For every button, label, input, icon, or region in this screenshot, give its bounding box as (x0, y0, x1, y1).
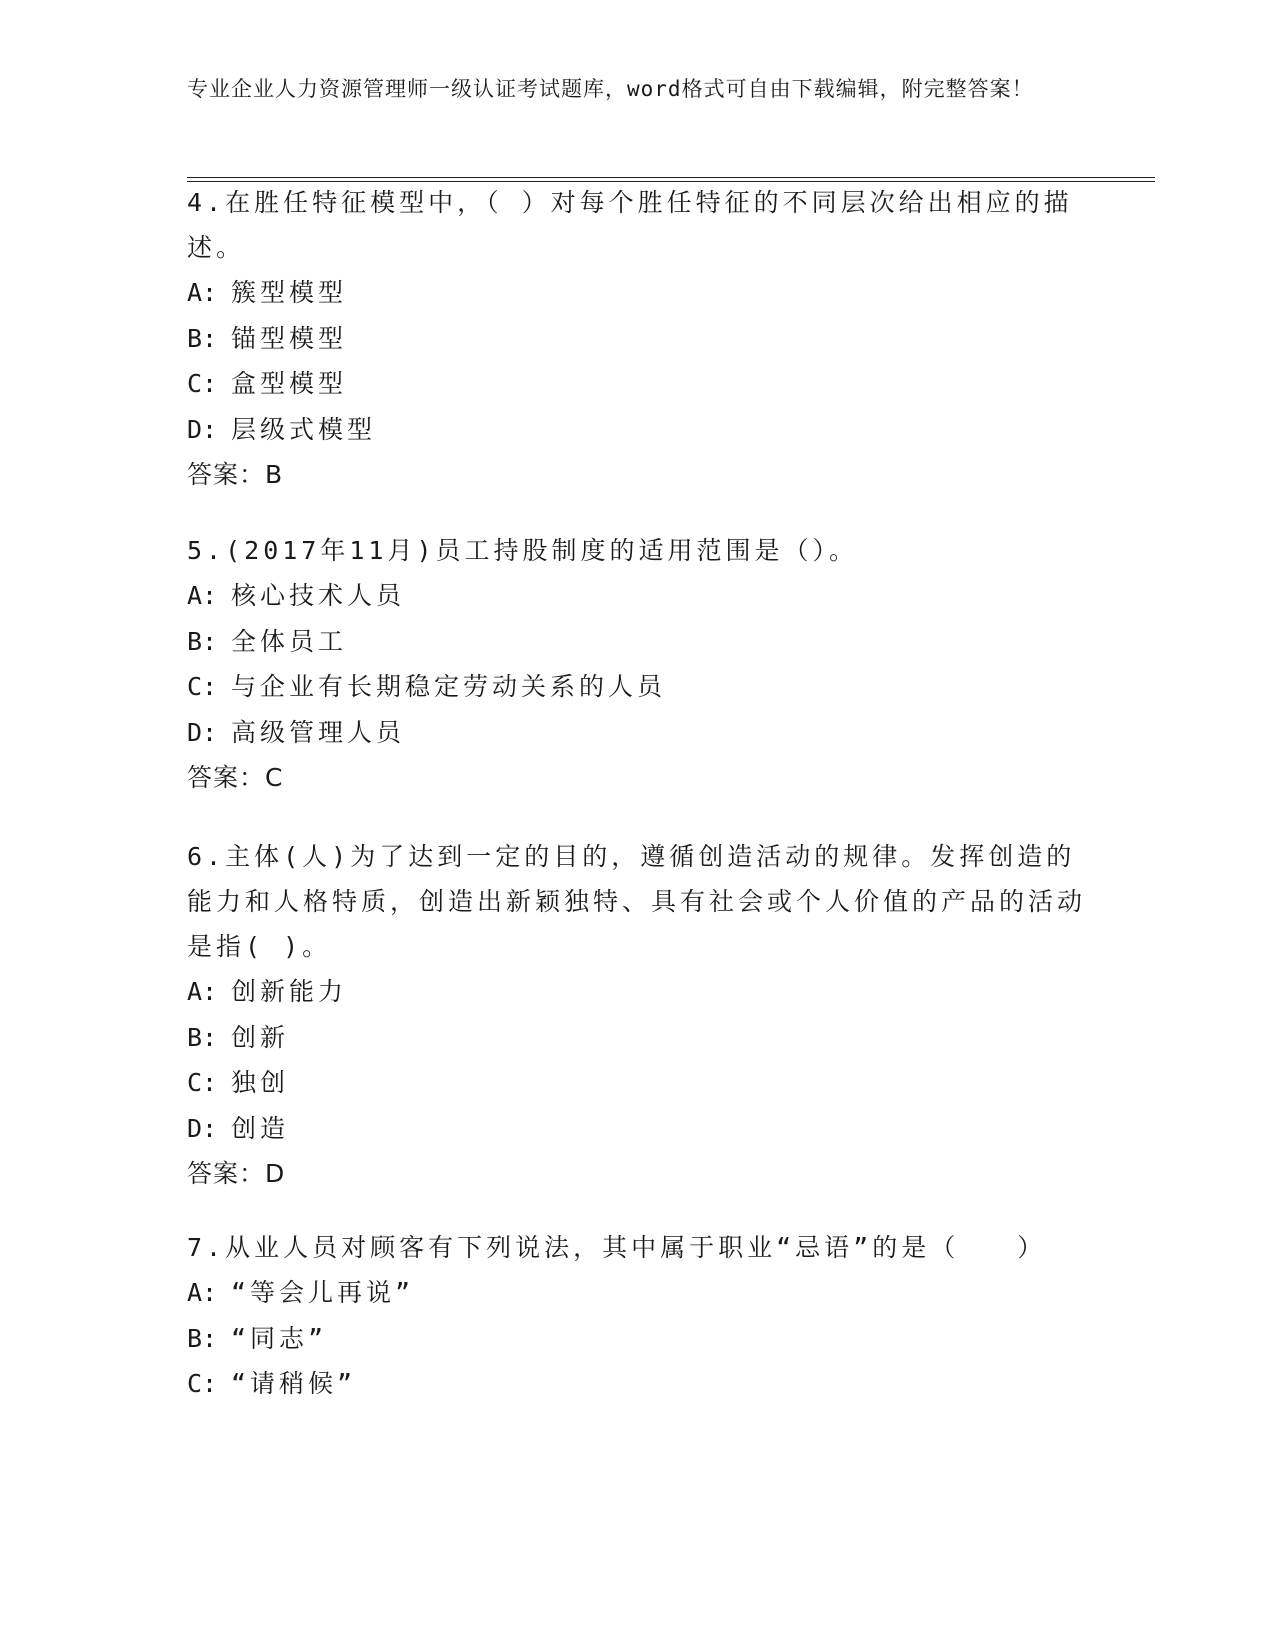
question-6 (187, 834, 1087, 1197)
option-c: C: 盒型模型 (187, 369, 348, 398)
option-a: A: 核心技术人员 (187, 581, 406, 610)
option-c: C: 与企业有长期稳定劳动关系的人员 (187, 672, 667, 701)
option-b: B: 全体员工 (187, 626, 348, 656)
option-b: B: 创新 (187, 1022, 290, 1052)
answer: 答案：D (187, 1159, 286, 1188)
answer: 答案：C (187, 763, 284, 792)
question-7 (187, 1225, 1087, 1407)
option-c: C: 独创 (187, 1068, 290, 1097)
option-b: B: “同志” (187, 1323, 328, 1353)
option-c: C: “请稍候” (187, 1369, 357, 1398)
option-a: A: “等会儿再说” (187, 1278, 415, 1307)
option-b: B: 锚型模型 (187, 323, 348, 353)
option-a: A: 簇型模型 (187, 278, 348, 307)
question-stem: 4.在胜任特征模型中，（ ）对每个胜任特征的不同层次给出相应的描述。 (187, 188, 1073, 262)
option-d: D: 创造 (187, 1113, 290, 1143)
question-stem: 5.(2017年11月)员工持股制度的适用范围是（）。 (187, 536, 859, 565)
document-header: 专业企业人力资源管理师一级认证考试题库，word格式可自由下载编辑，附完整答案！ (187, 77, 1034, 101)
option-a: A: 创新能力 (187, 977, 348, 1006)
question-stem: 6.主体(人)为了达到一定的目的，遵循创造活动的规律。发挥创造的能力和人格特质，创造出新颖独特、具有社会或个人价值的产品的活动是指( )。 (187, 842, 1087, 961)
answer: 答案：B (187, 460, 284, 489)
option-d: D: 高级管理人员 (187, 717, 406, 747)
question-stem: 7.从业人员对顾客有下列说法，其中属于职业“忌语”的是（ ） (187, 1233, 1047, 1262)
question-5 (187, 528, 1087, 801)
option-d: D: 层级式模型 (187, 414, 377, 444)
question-4 (187, 180, 1087, 498)
